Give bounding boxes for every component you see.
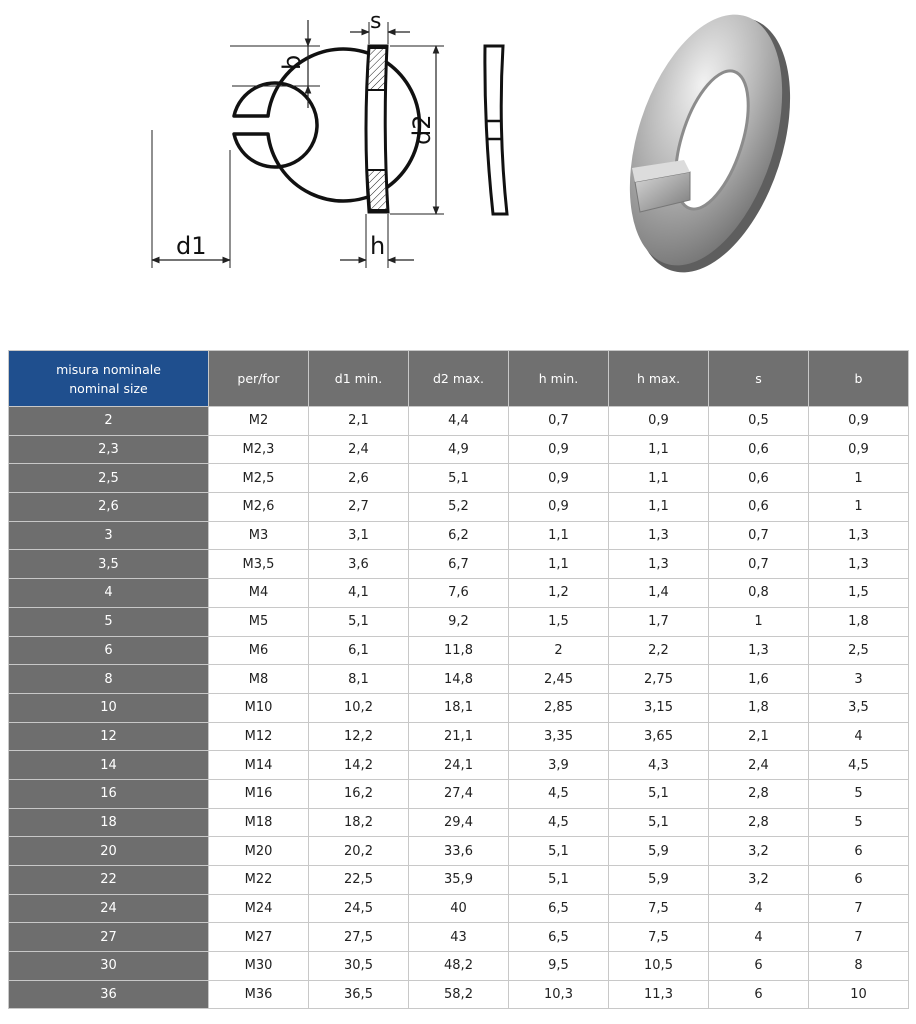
cell-h-min: 10,3 [509,981,608,1009]
label-d1: d1 [176,232,207,260]
cell-per-for: M2,3 [209,436,308,464]
table-row [9,665,908,693]
cell-per-for: M16 [209,780,308,808]
cell-b: 0,9 [809,436,908,464]
cell-h-max: 10,5 [609,952,708,980]
cell-per-for: M3 [209,522,308,550]
table-row [9,493,908,521]
cell-d2-max: 6,7 [409,550,508,578]
cell-per-for: M18 [209,809,308,837]
cell-h-max: 5,1 [609,780,708,808]
cell-d1-min: 6,1 [309,637,408,665]
cell-h-max: 0,9 [609,407,708,435]
cell-d1-min: 20,2 [309,837,408,865]
cell-per-for: M5 [209,608,308,636]
cell-b: 1 [809,493,908,521]
cell-b: 10 [809,981,908,1009]
cell-b: 6 [809,837,908,865]
cell-b: 7 [809,923,908,951]
cell-h-min: 0,7 [509,407,608,435]
cell-nominal-size: 4 [9,579,208,607]
table-row [9,407,908,435]
cell-s: 0,6 [709,436,808,464]
cell-h-min: 0,9 [509,436,608,464]
table-row [9,522,908,550]
cell-s: 4 [709,895,808,923]
cell-d1-min: 2,1 [309,407,408,435]
cell-s: 6 [709,981,808,1009]
cell-s: 0,6 [709,493,808,521]
label-d2: d2 [408,114,436,145]
cell-d2-max: 43 [409,923,508,951]
cell-nominal-size: 27 [9,923,208,951]
table-row [9,837,908,865]
cell-nominal-size: 2,6 [9,493,208,521]
cell-d1-min: 27,5 [309,923,408,951]
cell-d2-max: 58,2 [409,981,508,1009]
cell-s: 2,8 [709,809,808,837]
cell-h-max: 4,3 [609,751,708,779]
table-row [9,866,908,894]
cell-d2-max: 40 [409,895,508,923]
table-row [9,464,908,492]
cell-d1-min: 2,6 [309,464,408,492]
cell-per-for: M2 [209,407,308,435]
cell-d1-min: 8,1 [309,665,408,693]
cell-d2-max: 18,1 [409,694,508,722]
cell-nominal-size: 5 [9,608,208,636]
cell-h-min: 2 [509,637,608,665]
cell-d2-max: 5,2 [409,493,508,521]
cell-d2-max: 14,8 [409,665,508,693]
spec-table [8,350,909,1009]
table-header-row [9,351,908,406]
cell-h-min: 4,5 [509,809,608,837]
header-d1-min: d1 min. [309,351,408,406]
table-row [9,723,908,751]
header-s: s [709,351,808,406]
cell-h-min: 1,5 [509,608,608,636]
cell-d2-max: 4,9 [409,436,508,464]
cell-d2-max: 24,1 [409,751,508,779]
cell-per-for: M24 [209,895,308,923]
cell-per-for: M4 [209,579,308,607]
header-nominal-size-line1: misura nominale [56,361,161,377]
cell-d2-max: 11,8 [409,637,508,665]
cell-nominal-size: 12 [9,723,208,751]
cell-nominal-size: 18 [9,809,208,837]
cell-b: 6 [809,866,908,894]
cell-d2-max: 6,2 [409,522,508,550]
cell-d2-max: 35,9 [409,866,508,894]
cell-d1-min: 18,2 [309,809,408,837]
technical-drawing [0,0,916,340]
cell-d1-min: 5,1 [309,608,408,636]
cell-d1-min: 30,5 [309,952,408,980]
table-row [9,809,908,837]
cell-b: 1 [809,464,908,492]
cell-d1-min: 2,7 [309,493,408,521]
cell-s: 0,7 [709,522,808,550]
cell-s: 2,8 [709,780,808,808]
cell-nominal-size: 8 [9,665,208,693]
cell-d1-min: 10,2 [309,694,408,722]
cell-h-max: 1,3 [609,522,708,550]
cell-b: 3 [809,665,908,693]
cell-d1-min: 3,1 [309,522,408,550]
header-b: b [809,351,908,406]
cell-d1-min: 24,5 [309,895,408,923]
cell-d2-max: 48,2 [409,952,508,980]
cell-s: 0,8 [709,579,808,607]
cell-per-for: M3,5 [209,550,308,578]
cell-nominal-size: 2,5 [9,464,208,492]
cell-h-max: 3,65 [609,723,708,751]
cell-h-min: 6,5 [509,923,608,951]
cell-per-for: M12 [209,723,308,751]
cell-s: 0,7 [709,550,808,578]
cell-nominal-size: 2 [9,407,208,435]
cell-s: 2,1 [709,723,808,751]
cell-d2-max: 29,4 [409,809,508,837]
cell-b: 8 [809,952,908,980]
table-row [9,550,908,578]
cell-per-for: M22 [209,866,308,894]
cell-h-max: 5,9 [609,837,708,865]
cell-per-for: M30 [209,952,308,980]
cell-s: 2,4 [709,751,808,779]
table-row [9,694,908,722]
cell-per-for: M2,6 [209,493,308,521]
cell-d1-min: 16,2 [309,780,408,808]
cell-nominal-size: 24 [9,895,208,923]
cell-h-min: 1,1 [509,522,608,550]
cell-nominal-size: 6 [9,637,208,665]
table-row [9,436,908,464]
cell-nominal-size: 14 [9,751,208,779]
cell-b: 1,3 [809,550,908,578]
cell-s: 0,5 [709,407,808,435]
cell-b: 1,3 [809,522,908,550]
header-d2-max: d2 max. [409,351,508,406]
cell-h-min: 3,35 [509,723,608,751]
cell-d1-min: 22,5 [309,866,408,894]
table-row [9,608,908,636]
table-row [9,637,908,665]
cell-h-max: 2,2 [609,637,708,665]
cell-h-min: 6,5 [509,895,608,923]
header-nominal-size-line2: nominal size [69,380,148,396]
cell-h-min: 1,1 [509,550,608,578]
washer-side-view-drawing [485,46,507,214]
cell-b: 5 [809,780,908,808]
cell-s: 1,6 [709,665,808,693]
cell-nominal-size: 36 [9,981,208,1009]
cell-d2-max: 7,6 [409,579,508,607]
header-nominal-size [9,351,208,406]
cell-b: 3,5 [809,694,908,722]
cell-nominal-size: 10 [9,694,208,722]
cell-h-max: 5,1 [609,809,708,837]
cell-nominal-size: 3 [9,522,208,550]
cell-h-min: 2,85 [509,694,608,722]
cell-nominal-size: 2,3 [9,436,208,464]
cell-d1-min: 12,2 [309,723,408,751]
cell-b: 1,8 [809,608,908,636]
cell-nominal-size: 22 [9,866,208,894]
cell-s: 6 [709,952,808,980]
cell-s: 3,2 [709,837,808,865]
cell-h-max: 3,15 [609,694,708,722]
cell-s: 4 [709,923,808,951]
cell-h-min: 5,1 [509,866,608,894]
cell-h-max: 1,7 [609,608,708,636]
header-h-min: h min. [509,351,608,406]
cell-b: 1,5 [809,579,908,607]
cell-d1-min: 36,5 [309,981,408,1009]
cell-h-max: 1,4 [609,579,708,607]
cell-nominal-size: 16 [9,780,208,808]
cell-s: 3,2 [709,866,808,894]
cell-h-min: 0,9 [509,464,608,492]
cell-s: 0,6 [709,464,808,492]
cell-s: 1,3 [709,637,808,665]
cell-b: 0,9 [809,407,908,435]
cell-nominal-size: 20 [9,837,208,865]
cell-h-min: 1,2 [509,579,608,607]
cell-nominal-size: 30 [9,952,208,980]
cell-h-min: 4,5 [509,780,608,808]
cell-h-max: 7,5 [609,895,708,923]
table-row [9,923,908,951]
cell-b: 2,5 [809,637,908,665]
cell-d1-min: 2,4 [309,436,408,464]
cell-h-max: 1,1 [609,436,708,464]
cell-per-for: M2,5 [209,464,308,492]
cell-d1-min: 4,1 [309,579,408,607]
cell-b: 7 [809,895,908,923]
cell-h-max: 1,3 [609,550,708,578]
cell-h-min: 0,9 [509,493,608,521]
cell-h-max: 7,5 [609,923,708,951]
table-row [9,751,908,779]
cell-s: 1 [709,608,808,636]
cell-per-for: M27 [209,923,308,951]
cell-d2-max: 5,1 [409,464,508,492]
cell-nominal-size: 3,5 [9,550,208,578]
cell-h-min: 5,1 [509,837,608,865]
cell-h-min: 2,45 [509,665,608,693]
cell-h-max: 5,9 [609,866,708,894]
header-h-max: h max. [609,351,708,406]
cell-h-max: 11,3 [609,981,708,1009]
table-row [9,952,908,980]
cell-d2-max: 27,4 [409,780,508,808]
cell-h-max: 1,1 [609,493,708,521]
cell-b: 5 [809,809,908,837]
cell-d1-min: 14,2 [309,751,408,779]
table-row [9,780,908,808]
cell-d2-max: 4,4 [409,407,508,435]
cell-s: 1,8 [709,694,808,722]
cell-per-for: M10 [209,694,308,722]
cell-d2-max: 21,1 [409,723,508,751]
label-h: h [370,232,386,260]
spring-washer-3d-render [601,0,819,292]
cell-per-for: M36 [209,981,308,1009]
cell-per-for: M20 [209,837,308,865]
cell-b: 4 [809,723,908,751]
cell-d2-max: 9,2 [409,608,508,636]
table-row [9,579,908,607]
cell-h-max: 1,1 [609,464,708,492]
cell-per-for: M8 [209,665,308,693]
cell-d2-max: 33,6 [409,837,508,865]
table-row [9,981,908,1009]
cell-per-for: M6 [209,637,308,665]
cell-per-for: M14 [209,751,308,779]
cell-h-max: 2,75 [609,665,708,693]
table-row [9,895,908,923]
header-per-for: per/for [209,351,308,406]
label-b: b [278,54,306,70]
cell-d1-min: 3,6 [309,550,408,578]
label-s: s [370,9,382,34]
cell-h-min: 9,5 [509,952,608,980]
cell-b: 4,5 [809,751,908,779]
cell-h-min: 3,9 [509,751,608,779]
